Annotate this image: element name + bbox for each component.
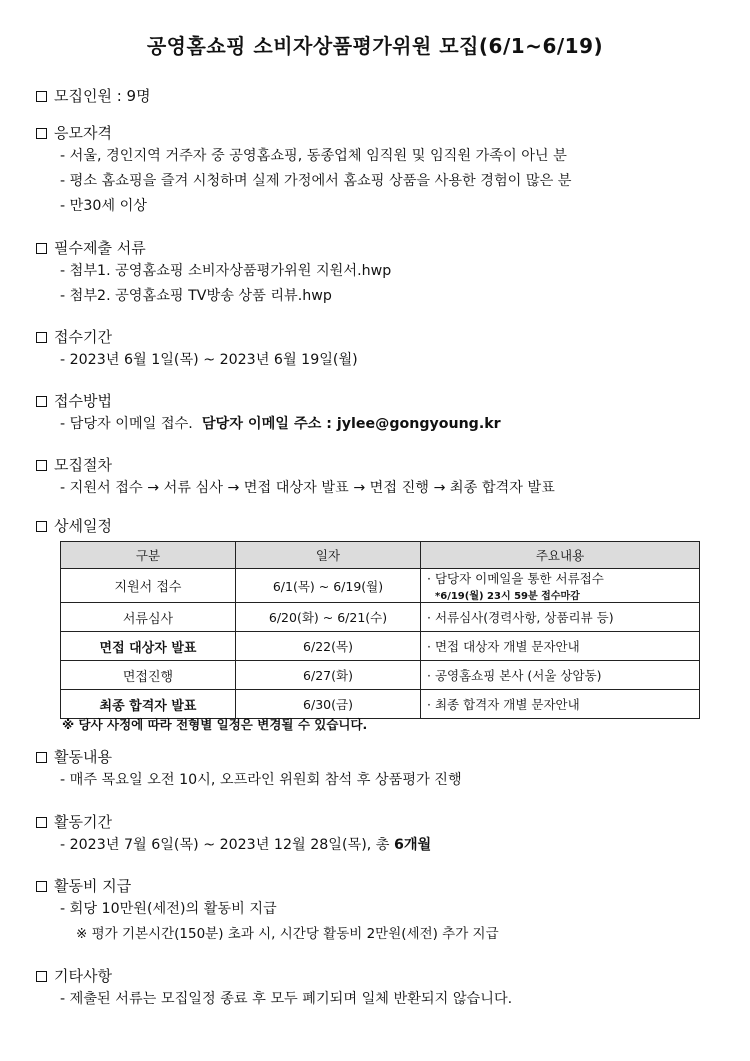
section-process	[36, 454, 726, 501]
section-heading: 접수기간	[54, 328, 112, 346]
duration-text: 6개월	[393, 837, 432, 853]
contact-email: 담당자 이메일 주소 : jylee@gongyoung.kr	[201, 416, 501, 432]
list-item	[36, 833, 726, 858]
stage-cell: 면접진행	[61, 661, 236, 690]
date-cell: 6/1(목) ~ 6/19(월)	[236, 569, 421, 603]
deadline-note: *6/19(월) 23시 59분 접수마감	[435, 591, 580, 602]
content-cell	[421, 569, 700, 603]
section-activity-period	[36, 811, 726, 858]
checkbox-icon	[36, 521, 47, 532]
section-method	[36, 390, 726, 437]
column-header: 주요내용	[421, 542, 700, 569]
page-title: 공영홈쇼핑 소비자상품평가위원 모집(6/1~6/19)	[146, 34, 604, 58]
stage-cell: 서류심사	[61, 603, 236, 632]
table-row	[61, 603, 700, 632]
section-fee	[36, 875, 726, 946]
checkbox-icon	[36, 243, 47, 254]
section-period	[36, 326, 726, 373]
content-cell: · 최종 합격자 개별 문자안내	[421, 690, 700, 719]
table-row	[61, 632, 700, 661]
list-item: - 서울, 경인지역 거주자 중 공영홈쇼핑, 동종업체 임직원 및 임직원 가족이 아닌 분	[60, 148, 567, 164]
checkbox-icon	[36, 91, 47, 102]
section-schedule	[36, 515, 726, 537]
section-heading: 상세일정	[54, 517, 112, 535]
schedule-table	[60, 541, 700, 719]
table-row	[61, 569, 700, 603]
list-item: - 제출된 서류는 모집일정 종료 후 모두 폐기되며 일체 반환되지 않습니다.	[60, 991, 513, 1007]
fee-note: ※ 평가 기본시간(150분) 초과 시, 시간당 활동비 2만원(세전) 추가 지급	[76, 926, 499, 942]
list-item: - 회당 10만원(세전)의 활동비 지급	[60, 901, 277, 917]
section-heading: 모집절차	[54, 456, 112, 474]
column-header: 구분	[61, 542, 236, 569]
stage-cell: 면접 대상자 발표	[61, 632, 236, 661]
section-recruit	[36, 85, 726, 107]
period-text: - 2023년 7월 6일(목) ~ 2023년 12월 28일(목), 총	[60, 837, 394, 853]
table-header-row	[61, 542, 700, 569]
section-heading: 필수제출 서류	[54, 239, 146, 257]
content-cell: · 면접 대상자 개별 문자안내	[421, 632, 700, 661]
column-header: 일자	[236, 542, 421, 569]
date-cell: 6/30(금)	[236, 690, 421, 719]
section-heading: 활동기간	[54, 813, 112, 831]
section-etc	[36, 965, 726, 1012]
list-item	[36, 412, 726, 437]
attachment-item: - 첨부2. 공영홈쇼핑 TV방송 상품 리뷰.hwp	[60, 288, 332, 304]
table-row	[61, 661, 700, 690]
section-heading: 활동내용	[54, 748, 112, 766]
attachment-item: - 첨부1. 공영홈쇼핑 소비자상품평가위원 지원서.hwp	[60, 263, 392, 279]
checkbox-icon	[36, 396, 47, 407]
checkbox-icon	[36, 971, 47, 982]
content-text: · 담당자 이메일을 통한 서류접수	[427, 571, 604, 586]
list-item: - 만30세 이상	[60, 198, 148, 214]
checkbox-icon	[36, 752, 47, 763]
checkbox-icon	[36, 128, 47, 139]
section-eligibility	[36, 122, 726, 219]
date-cell: 6/22(목)	[236, 632, 421, 661]
section-documents	[36, 237, 726, 309]
list-item: - 평소 홈쇼핑을 즐겨 시청하며 실제 가정에서 홈쇼핑 상품을 사용한 경험이 많은 분	[60, 173, 572, 189]
checkbox-icon	[36, 881, 47, 892]
date-cell: 6/27(화)	[236, 661, 421, 690]
section-heading: 기타사항	[54, 967, 112, 985]
stage-cell: 지원서 접수	[61, 569, 236, 603]
section-activity	[36, 746, 726, 793]
list-item: - 2023년 6월 1일(목) ~ 2023년 6월 19일(월)	[60, 352, 358, 368]
section-heading: 모집인원 : 9명	[54, 87, 151, 105]
stage-cell: 최종 합격자 발표	[61, 690, 236, 719]
content-cell: · 공영홈쇼핑 본사 (서울 상암동)	[421, 661, 700, 690]
date-cell: 6/20(화) ~ 6/21(수)	[236, 603, 421, 632]
checkbox-icon	[36, 817, 47, 828]
list-item: - 매주 목요일 오전 10시, 오프라인 위원회 참석 후 상품평가 진행	[60, 772, 462, 788]
content-cell: · 서류심사(경력사항, 상품리뷰 등)	[421, 603, 700, 632]
section-heading: 활동비 지급	[54, 877, 132, 895]
checkbox-icon	[36, 460, 47, 471]
method-text: - 담당자 이메일 접수.	[60, 416, 193, 432]
section-heading: 접수방법	[54, 392, 112, 410]
section-heading: 응모자격	[54, 124, 112, 142]
checkbox-icon	[36, 332, 47, 343]
list-item: - 지원서 접수 → 서류 심사 → 면접 대상자 발표 → 면접 진행 → 최종 합격자 발표	[60, 480, 555, 496]
schedule-note: ※ 당사 사정에 따라 전형별 일정은 변경될 수 있습니다.	[62, 717, 368, 732]
